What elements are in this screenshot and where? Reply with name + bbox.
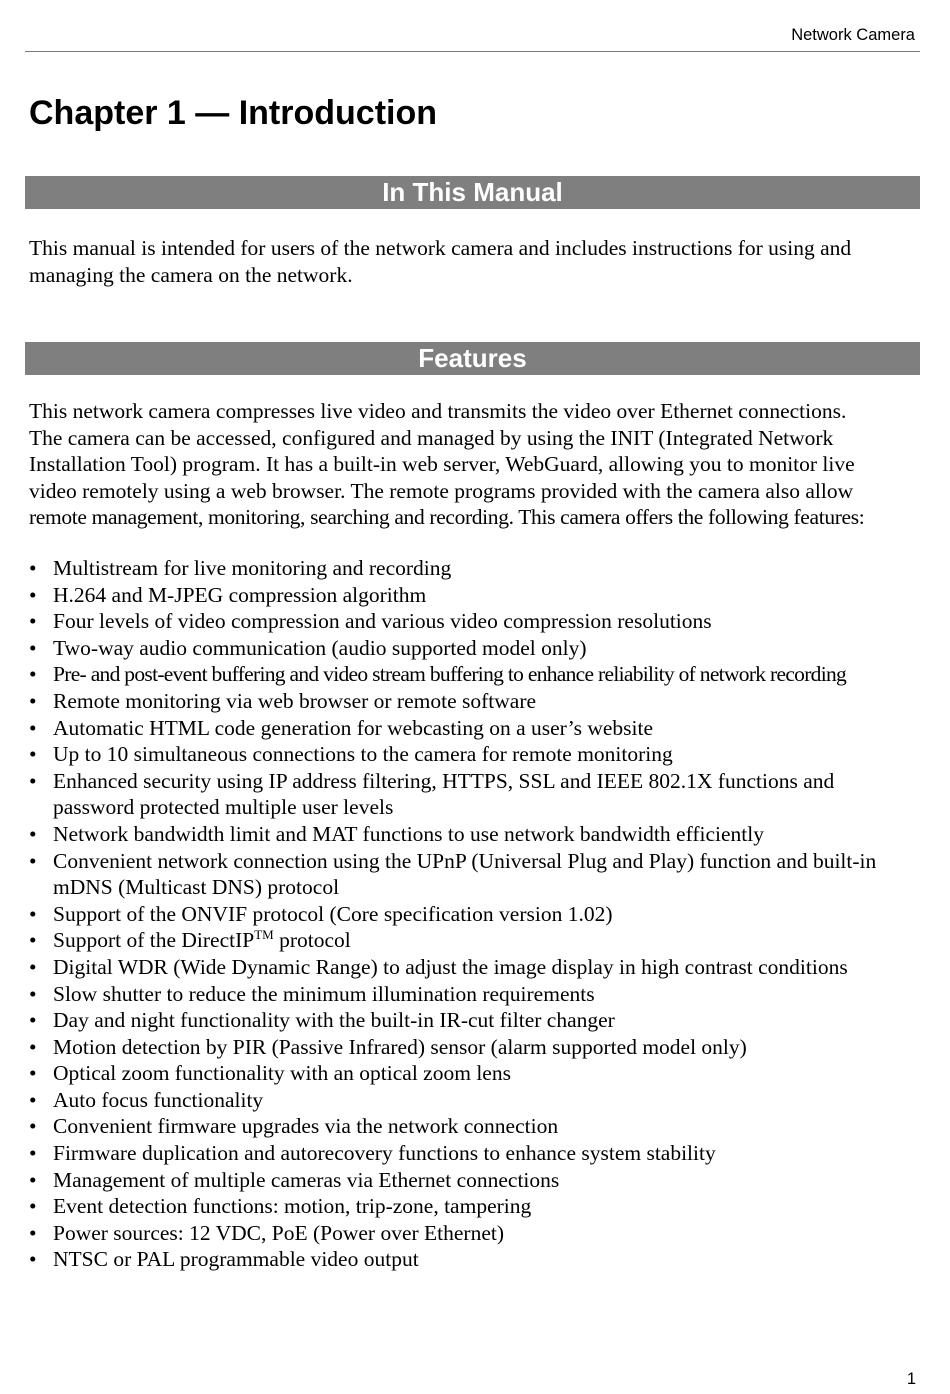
features-intro-paragraph bbox=[29, 398, 919, 531]
feature-item: • Motion detection by PIR (Passive Infrared) sensor (alarm supported model only) bbox=[29, 1034, 747, 1059]
header-divider bbox=[25, 51, 920, 52]
feature-item: • H.264 and M-JPEG compression algorithm bbox=[29, 582, 427, 607]
bullet-icon: • bbox=[29, 901, 37, 926]
feature-item: • Remote monitoring via web browser or remote software bbox=[29, 688, 537, 713]
feature-item: • Management of multiple cameras via Ethernet connections bbox=[29, 1167, 560, 1192]
feature-item: • Firmware duplication and autorecovery functions to enhance system stability bbox=[29, 1141, 716, 1166]
bullet-icon: • bbox=[29, 981, 37, 1006]
feature-item: • Digital WDR (Wide Dynamic Range) to adjust the image display in high contrast conditions bbox=[29, 954, 848, 979]
feature-item: • Support of the ONVIF protocol (Core specification version 1.02) bbox=[29, 901, 613, 926]
feature-item: • NTSC or PAL programmable video output bbox=[29, 1247, 419, 1272]
bullet-icon: • bbox=[29, 742, 37, 767]
bullet-icon: • bbox=[29, 1061, 37, 1086]
feature-item: • Pre- and post-event buffering and video stream buffering to enhance reliability of network recording bbox=[29, 662, 847, 687]
feature-item: • Auto focus functionality bbox=[29, 1087, 264, 1112]
bullet-icon: • bbox=[29, 582, 37, 607]
bullet-icon: • bbox=[29, 635, 37, 660]
bullet-icon: • bbox=[29, 1008, 37, 1033]
section-heading-features: Features bbox=[25, 342, 920, 375]
features-intro-line: This network camera compresses live video and transmits the video over Ethernet connections. bbox=[29, 399, 847, 423]
bullet-icon: • bbox=[29, 954, 37, 979]
feature-item: • Automatic HTML code generation for webcasting on a user’s website bbox=[29, 715, 654, 740]
feature-item: • Convenient firmware upgrades via the network connection bbox=[29, 1114, 559, 1139]
bullet-icon: • bbox=[29, 1167, 37, 1192]
bullet-icon: • bbox=[29, 1247, 37, 1272]
bullet-icon: • bbox=[29, 928, 37, 953]
bullet-icon: • bbox=[29, 556, 37, 580]
page-number: 1 bbox=[906, 1370, 916, 1388]
bullet-icon: • bbox=[29, 1087, 37, 1112]
bullet-icon: • bbox=[29, 609, 37, 634]
feature-item: • Day and night functionality with the built-in IR-cut filter changer bbox=[29, 1008, 615, 1033]
feature-item: • Four levels of video compression and various video compression resolutions bbox=[29, 609, 712, 634]
chapter-title: Chapter 1 — Introduction bbox=[29, 94, 437, 132]
feature-item: • Support of the DirectIP™ protocol bbox=[29, 927, 351, 953]
feature-item: • Up to 10 simultaneous connections to the camera for remote monitoring bbox=[29, 742, 673, 767]
section-heading-in-this-manual: In This Manual bbox=[25, 176, 920, 209]
bullet-icon: • bbox=[29, 1220, 37, 1245]
feature-item: • Power sources: 12 VDC, PoE (Power over Ethernet) bbox=[29, 1220, 505, 1245]
running-header: Network Camera bbox=[791, 26, 915, 44]
bullet-icon: • bbox=[29, 1034, 37, 1059]
bullet-icon: • bbox=[29, 821, 37, 846]
features-list bbox=[29, 555, 919, 1273]
features-intro-line: video remotely using a web browser. The remote programs provided with the camera also allow bbox=[29, 478, 854, 503]
feature-item: • Slow shutter to reduce the minimum illumination requirements bbox=[29, 981, 595, 1006]
bullet-icon: • bbox=[29, 848, 37, 873]
feature-item: • Enhanced security using IP address filtering, HTTPS, SSL and IEEE 802.1X functions and password protected multiple user levels bbox=[29, 768, 835, 820]
bullet-icon: • bbox=[29, 715, 37, 740]
bullet-icon: • bbox=[29, 768, 37, 793]
bullet-icon: • bbox=[29, 662, 37, 687]
manual-intro-paragraph: This manual is intended for users of the network camera and includes instructions for using and managing the camera on the network. bbox=[29, 236, 852, 287]
bullet-icon: • bbox=[29, 1194, 37, 1219]
features-intro-line: Installation Tool) program. It has a built-in web server, WebGuard, allowing you to monitor live bbox=[29, 452, 855, 477]
bullet-icon: • bbox=[29, 688, 37, 713]
feature-item: • Convenient network connection using the UPnP (Universal Plug and Play) function and built-in mDNS (Multicast DNS) protocol bbox=[29, 848, 877, 900]
feature-item: • Network bandwidth limit and MAT functions to use network bandwidth efficiently bbox=[29, 821, 764, 846]
bullet-icon: • bbox=[29, 1114, 37, 1139]
bullet-icon: • bbox=[29, 1141, 37, 1166]
features-intro-line: The camera can be accessed, configured and managed by using the INIT (Integrated Network bbox=[29, 425, 834, 450]
features-intro-line: remote management, monitoring, searching and recording. This camera offers the following features: bbox=[29, 505, 865, 530]
feature-item: • Event detection functions: motion, trip-zone, tampering bbox=[29, 1194, 532, 1219]
feature-item: • Optical zoom functionality with an optical zoom lens bbox=[29, 1061, 511, 1086]
feature-item: • Two-way audio communication (audio supported model only) bbox=[29, 635, 587, 660]
feature-item: • Multistream for live monitoring and recording bbox=[29, 556, 452, 580]
